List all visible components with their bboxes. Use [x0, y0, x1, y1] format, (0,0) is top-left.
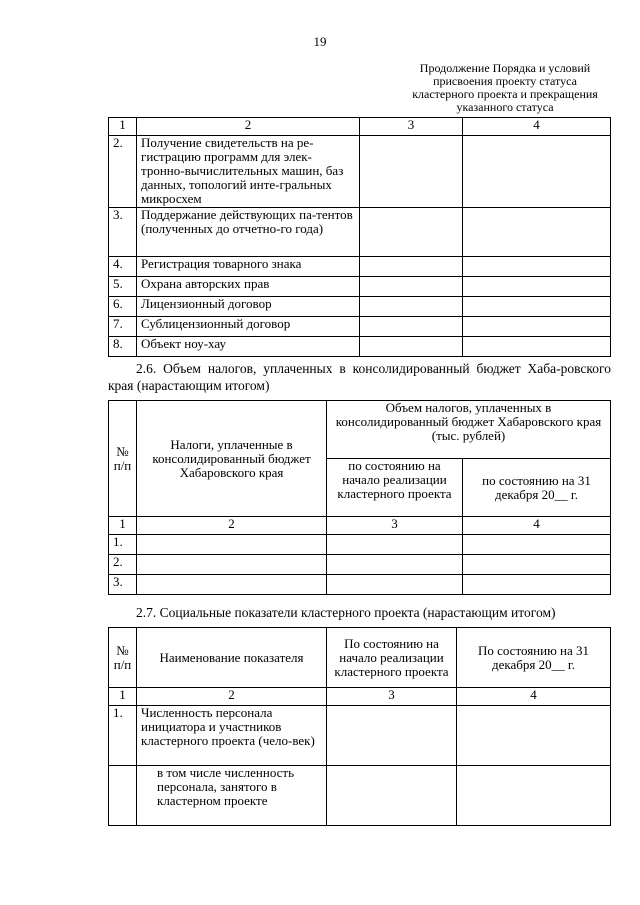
table-row: [109, 535, 611, 555]
empty-cell: [463, 277, 611, 297]
column-number: 4: [457, 688, 611, 706]
row-text: Объект ноу-хау: [137, 337, 360, 357]
header-note-line: Продолжение Порядка и условий: [419, 61, 591, 75]
column-header-name: Наименование показателя: [137, 628, 327, 688]
section-2-6-title: 2.6. Объем налогов, уплаченных в консолидированный бюджет Хаба-ровского края (нарастающим итогом): [108, 361, 611, 393]
column-header-number: № п/п: [109, 401, 137, 517]
empty-cell: [137, 575, 327, 595]
table-header-row: [109, 628, 611, 688]
row-text: Численность персонала инициатора и участников кластерного проекта (чело-век): [137, 706, 327, 766]
column-number: 3: [327, 517, 463, 535]
table-row: [109, 575, 611, 595]
row-text: Сублицензионный договор: [137, 317, 360, 337]
column-number: 2: [137, 517, 327, 535]
empty-cell: [463, 136, 611, 208]
empty-cell: [327, 706, 457, 766]
row-number: 3.: [109, 575, 137, 595]
row-number: 2.: [109, 136, 137, 208]
column-number: 2: [137, 118, 360, 136]
column-header-start: По состоянию на начало реализации кластерного проекта: [327, 628, 457, 688]
empty-cell: [137, 535, 327, 555]
empty-cell: [137, 555, 327, 575]
row-number: 8.: [109, 337, 137, 357]
row-text: Поддержание действующих па-тентов (полученных до отчетно-го года): [137, 208, 360, 257]
social-indicators-table: [108, 627, 611, 826]
empty-cell: [360, 277, 463, 297]
document-continuation-note: [380, 62, 630, 114]
section-2-7-title: 2.7. Социальные показатели кластерного проекта (нарастающим итогом): [136, 605, 556, 620]
table-row: [109, 766, 611, 826]
table-row: [109, 277, 611, 297]
row-text: Регистрация товарного знака: [137, 257, 360, 277]
column-header-end: по состоянию на 31 декабря 20__ г.: [463, 459, 611, 517]
empty-cell: [457, 766, 611, 826]
header-note-line: кластерного проекта и прекращения: [412, 87, 598, 101]
empty-cell: [463, 297, 611, 317]
row-text: Получение свидетельств на ре-гистрацию программ для элек-тронно-вычислительных машин, баз данных, топологий инте-гральных микросхем: [137, 136, 360, 208]
column-number: 3: [360, 118, 463, 136]
table-header-row: [109, 401, 611, 459]
column-number: 2: [137, 688, 327, 706]
empty-cell: [360, 208, 463, 257]
empty-cell: [463, 257, 611, 277]
table-row: [109, 555, 611, 575]
empty-cell: [327, 575, 463, 595]
empty-cell: [463, 575, 611, 595]
column-number: 1: [109, 517, 137, 535]
empty-cell: [360, 317, 463, 337]
table-header-row: [109, 118, 611, 136]
column-number: 1: [109, 118, 137, 136]
column-number: 4: [463, 118, 611, 136]
table-row: [109, 706, 611, 766]
header-note-line: указанного статуса: [456, 100, 554, 114]
row-number: 2.: [109, 555, 137, 575]
empty-cell: [109, 766, 137, 826]
empty-cell: [457, 706, 611, 766]
header-note-line: присвоения проекту статуса: [433, 74, 577, 88]
row-text: Лицензионный договор: [137, 297, 360, 317]
table-row: [109, 297, 611, 317]
empty-cell: [463, 337, 611, 357]
taxes-table: [108, 400, 611, 595]
column-header-end: По состоянию на 31 декабря 20__ г.: [457, 628, 611, 688]
row-number: 3.: [109, 208, 137, 257]
empty-cell: [360, 337, 463, 357]
table-numbers-row: [109, 688, 611, 706]
empty-cell: [360, 257, 463, 277]
row-number: 1.: [109, 706, 137, 766]
table-row: [109, 337, 611, 357]
table-numbers-row: [109, 517, 611, 535]
table-row: [109, 317, 611, 337]
empty-cell: [360, 136, 463, 208]
column-header-taxes: Налоги, уплаченные в консолидированный бюджет Хабаровского края: [137, 401, 327, 517]
column-header-number: № п/п: [109, 628, 137, 688]
empty-cell: [327, 766, 457, 826]
row-text: в том числе численность персонала, занятого в кластерном проекте: [137, 766, 327, 826]
row-number: 4.: [109, 257, 137, 277]
empty-cell: [463, 555, 611, 575]
table-row: [109, 257, 611, 277]
row-number: 1.: [109, 535, 137, 555]
table-row: [109, 208, 611, 257]
column-header-start: по состоянию на начало реализации кластерного проекта: [327, 459, 463, 517]
ip-objects-table: [108, 117, 611, 357]
row-number: 6.: [109, 297, 137, 317]
empty-cell: [463, 535, 611, 555]
page-number: 19: [313, 34, 327, 49]
row-number: 7.: [109, 317, 137, 337]
column-number: 4: [463, 517, 611, 535]
column-header-volume: Объем налогов, уплаченных в консолидированный бюджет Хабаровского края (тыс. рублей): [327, 401, 611, 459]
row-text: Охрана авторских прав: [137, 277, 360, 297]
empty-cell: [463, 208, 611, 257]
table-row: [109, 136, 611, 208]
column-number: 1: [109, 688, 137, 706]
empty-cell: [463, 317, 611, 337]
empty-cell: [360, 297, 463, 317]
column-number: 3: [327, 688, 457, 706]
row-number: 5.: [109, 277, 137, 297]
empty-cell: [327, 555, 463, 575]
empty-cell: [327, 535, 463, 555]
